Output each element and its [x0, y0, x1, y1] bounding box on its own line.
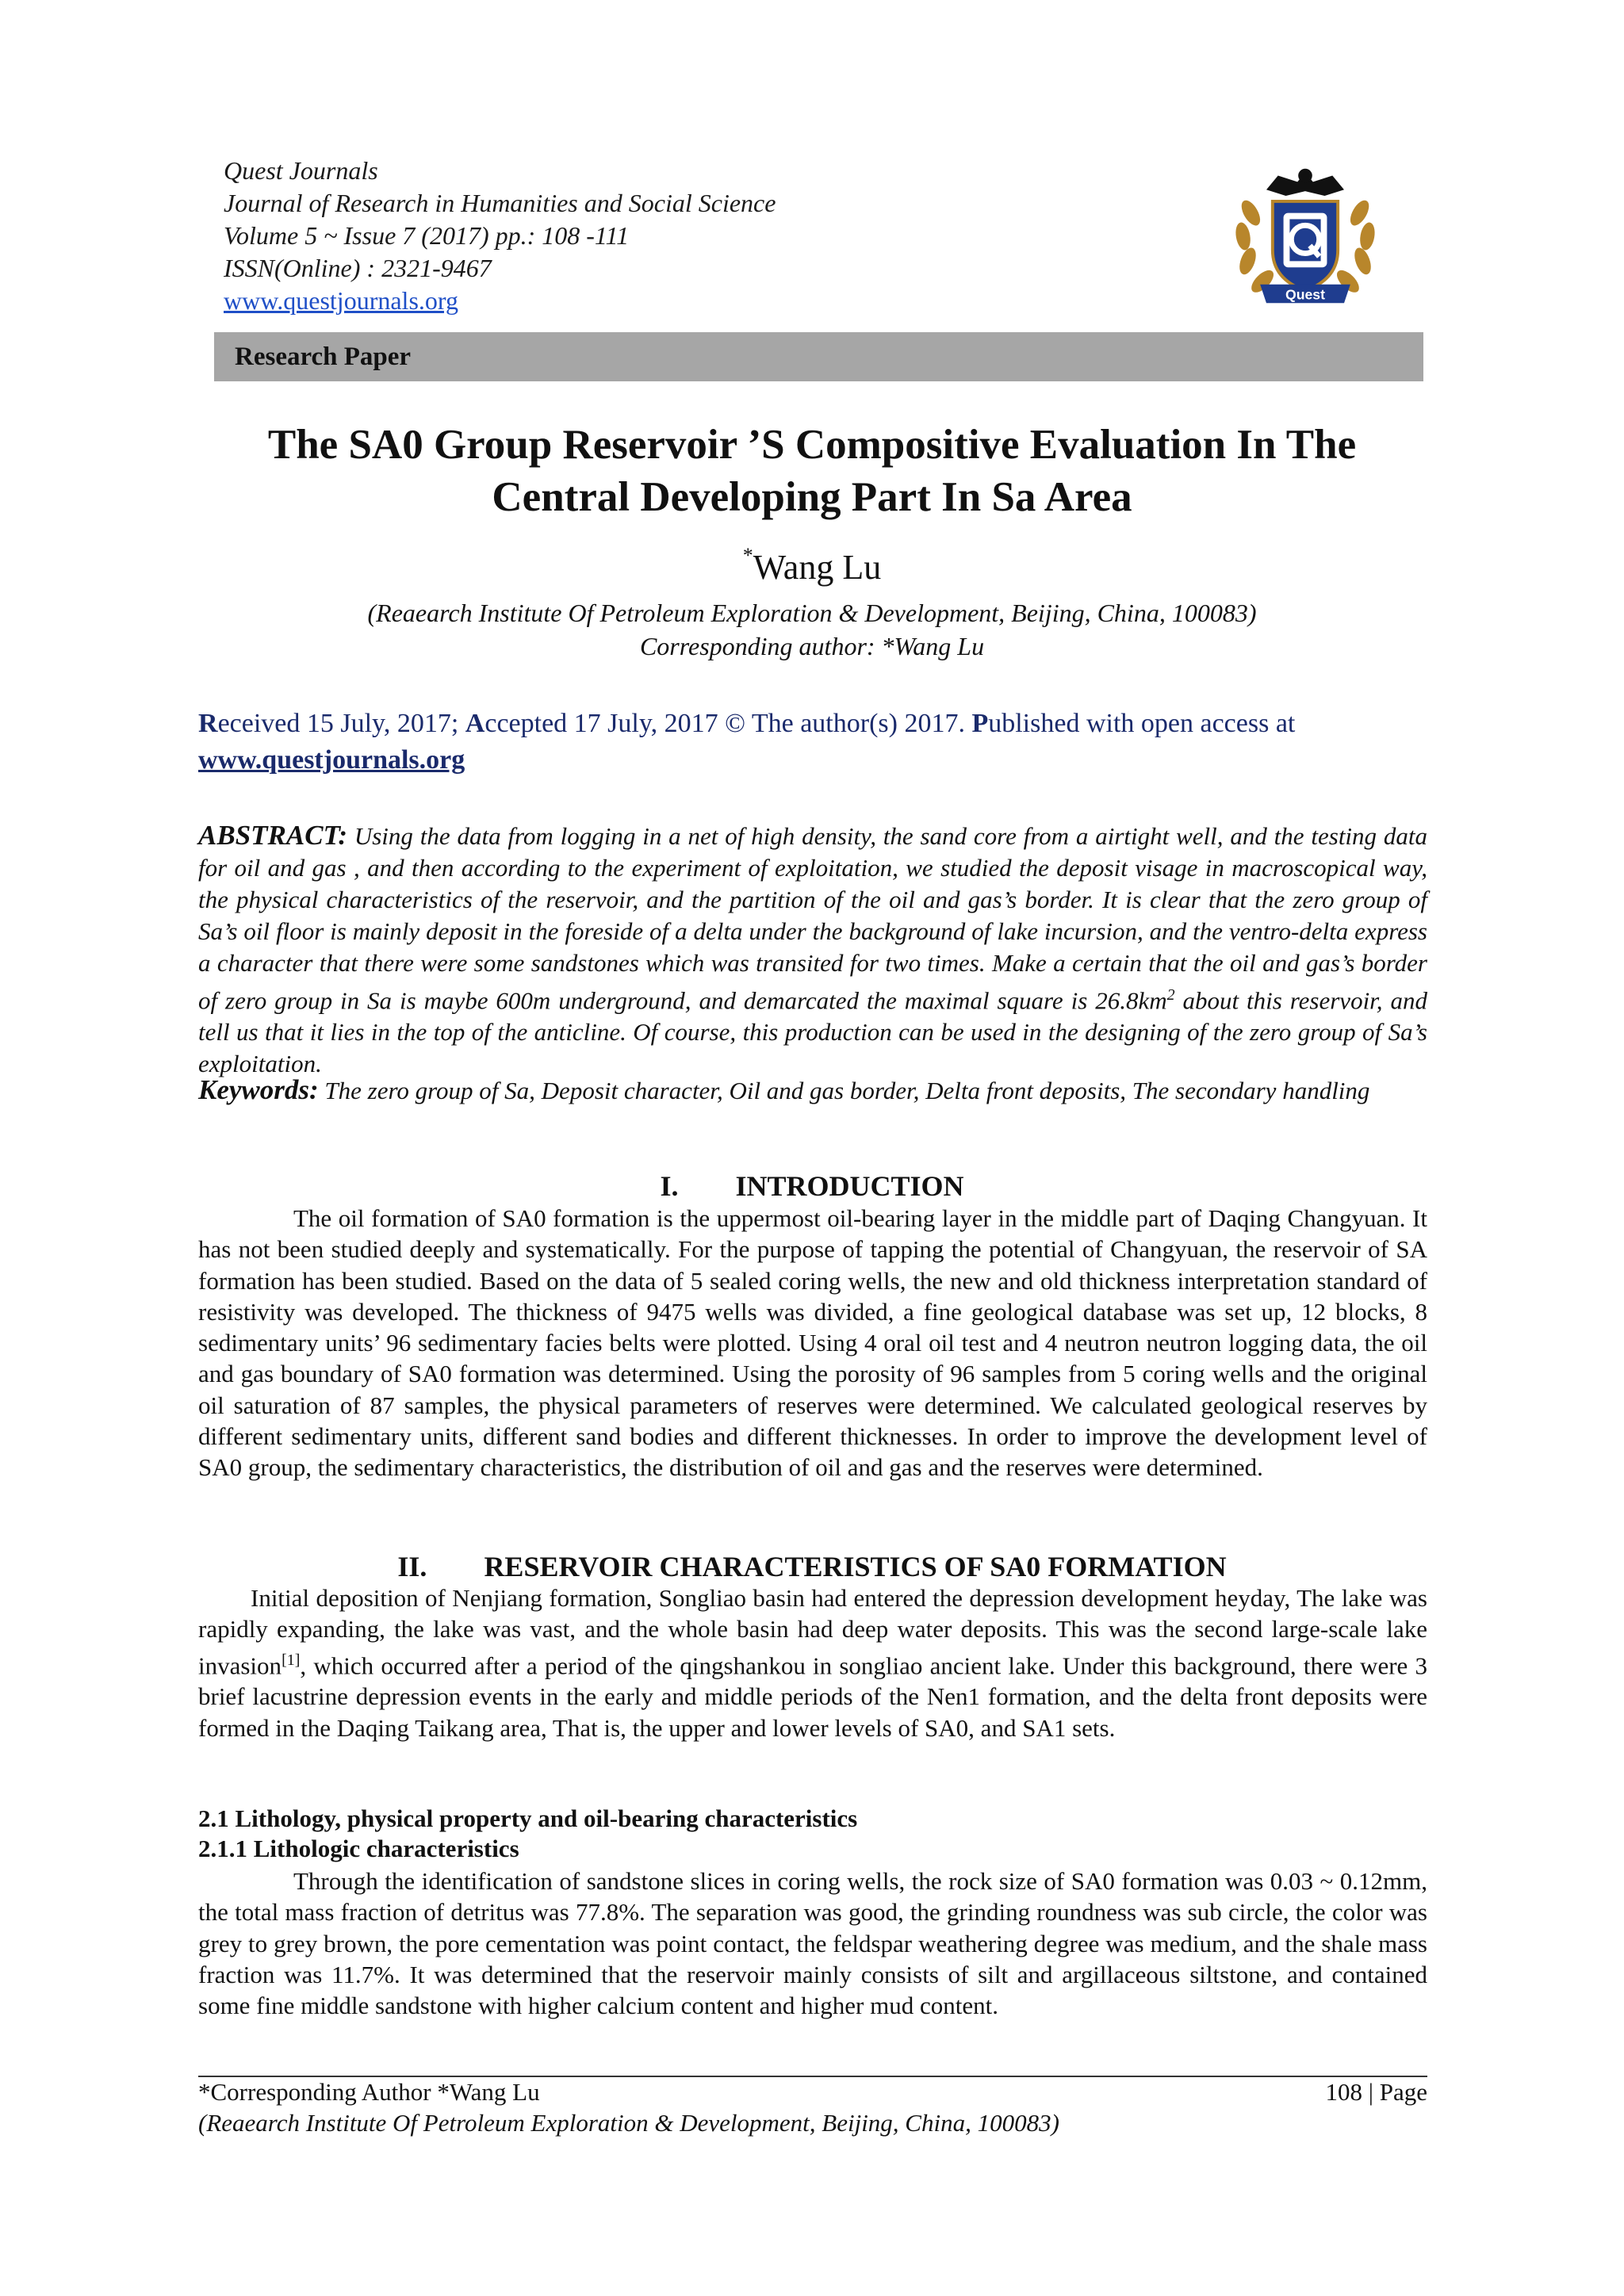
abstract-superscript: 2	[1166, 986, 1175, 1004]
abstract-text-b: about this reservoir, and tell us that it lies in the top of the anticline. Of course, this production can be used in the designing of the zero group of Sa’s exploitation.	[198, 986, 1427, 1078]
journal-issn: ISSN(Online) : 2321-9467	[224, 254, 492, 282]
author-mark: *	[742, 544, 753, 567]
author-name	[0, 544, 1624, 587]
received-initial: R	[198, 709, 218, 738]
abstract-text-a: Using the data from logging in a net of high density, the sand core from a airtight well, and the testing data for oil and gas , and then according to the experiment of exploitation, we studied the deposit visage in macroscopical way, the physical characteristics of the reservoir, and the partition of the oil and gas’s border. It is clear that the zero group of Sa’s oil floor is mainly deposit in the foreside of a delta under the background of lake incursion, and the ventro-delta express a character that there were some sandstones which was transited for two times. Make a certain that the oil and gas’s border of zero group in Sa is maybe 600m underground, and demarcated the maximal square is 26.8km	[198, 822, 1427, 1015]
journal-volume: Volume 5 ~ Issue 7 (2017) pp.: 108 -111	[224, 221, 630, 250]
received-date: eceived 15 July, 2017;	[217, 709, 465, 738]
footer-rule	[198, 2076, 1427, 2077]
received-url-link[interactable]: www.questjournals.org	[198, 745, 465, 775]
title-line-1: The SA0 Group Reservoir ’S Compositive Evaluation In The	[267, 422, 1357, 468]
section-1-heading	[0, 1169, 1624, 1203]
published-note: ublished with open access at	[988, 709, 1296, 738]
section-2-text-a: Initial deposition of Nenjiang formation, Songliao basin had entered the depression development heyday, The lake was rapidly expanding, the lake was vast, and the whole basin had deep water deposits. This was the second large-scale lake invasion	[198, 1584, 1427, 1679]
abstract-label: ABSTRACT:	[198, 820, 348, 851]
author-affiliation	[0, 596, 1624, 663]
author-name-text: Wang Lu	[753, 548, 882, 587]
keywords	[198, 1073, 1427, 1107]
accepted-date: ccepted 17 July, 2017 © The author(s) 2017.	[485, 709, 972, 738]
paper-title	[198, 419, 1426, 523]
article-type-label: Research Paper	[235, 342, 412, 371]
received-line	[198, 706, 1426, 779]
article-type-banner	[214, 332, 1423, 381]
section-2-text-b: , which occurred after a period of the qingshankou in songliao ancient lake. Under this background, there were 3 brief lacustrine depression events in the early and middle periods of the Nen1 formation, and the delta front deposits were formed in the Daqing Taikang area, That is, the upper and lower levels of SA0, and SA1 sets.	[198, 1651, 1427, 1742]
section-2-heading	[0, 1550, 1624, 1583]
journal-header	[224, 155, 776, 317]
abstract	[198, 820, 1427, 1080]
section-1-number: I.	[660, 1170, 679, 1202]
section-2-paragraph	[198, 1582, 1427, 1743]
footer-page-number: 108 | Page	[1325, 2078, 1427, 2106]
corresponding-author: Corresponding author: *Wang Lu	[639, 632, 985, 660]
subsection-2-1-1-heading: 2.1.1 Lithologic characteristics	[198, 1835, 519, 1862]
keywords-text: The zero group of Sa, Deposit character, Oil and gas border, Delta front deposits, The secondary handling	[318, 1077, 1370, 1104]
footer-author: *Corresponding Author *Wang Lu	[198, 2078, 540, 2106]
subsection-2-1-heading: 2.1 Lithology, physical property and oil-bearing characteristics	[198, 1804, 858, 1832]
section-2-number: II.	[397, 1551, 427, 1582]
section-1-paragraph: The oil formation of SA0 formation is the uppermost oil-bearing layer in the middle part of Daqing Changyuan. It has not been studied deeply and systematically. For the purpose of tapping the potential of Changyuan, the reservoir of SA formation has been studied. Based on the data of 5 sealed coring wells, the new and old thickness interpretation standard of resistivity was developed. The thickness of 9475 wells was divided, a fine geological database was set up, 12 blocks, 8 sedimentary units’ 96 sedimentary facies belts were plotted. Using 4 oral oil test and 4 neutron neutron logging data, the oil and gas boundary of SA0 formation was determined. Using the porosity of 96 samples from 5 coring wells and the original oil saturation of 87 samples, the physical parameters of reserves were determined. We calculated geological reserves by different sedimentary units, different sand bodies and different thicknesses. In order to improve the development level of SA0 group, the sedimentary characteristics, the distribution of oil and gas and the reserves were determined.	[198, 1204, 1427, 1482]
journal-url-link[interactable]: www.questjournals.org	[224, 286, 458, 315]
accepted-initial: A	[465, 709, 485, 738]
affiliation-text: (Reaearch Institute Of Petroleum Exploration & Development, Beijing, China, 100083)	[367, 599, 1257, 627]
keywords-label: Keywords:	[198, 1074, 319, 1105]
footer-affiliation: (Reaearch Institute Of Petroleum Exploration & Development, Beijing, China, 100083)	[198, 2109, 1059, 2137]
citation-ref-1[interactable]: [1]	[282, 1651, 301, 1669]
journal-name: Quest Journals	[224, 156, 378, 185]
section-2-title: RESERVOIR CHARACTERISTICS OF SA0 FORMATION	[484, 1551, 1227, 1582]
published-initial: P	[971, 709, 989, 738]
section-1-title: INTRODUCTION	[735, 1170, 964, 1202]
quest-logo	[1228, 159, 1383, 314]
journal-title: Journal of Research in Humanities and Social Science	[224, 189, 776, 217]
subsection-2-1-1-paragraph: Through the identification of sandstone slices in coring wells, the rock size of SA0 formation was 0.03 ~ 0.12mm, the total mass fraction of detritus was 77.8%. The separation was good, the grinding roundness was sub circle, the color was grey to grey brown, the pore cementation was point contact, the feldspar weathering degree was medium, and the shale mass fraction was 11.7%. It was determined that the reservoir mainly consists of silt and argillaceous siltstone, and contained some fine middle sandstone with higher calcium content and higher mud content.	[198, 1867, 1427, 2020]
svg-text:Quest: Quest	[1285, 286, 1325, 303]
title-line-2: Central Developing Part In Sa Area	[492, 474, 1132, 520]
